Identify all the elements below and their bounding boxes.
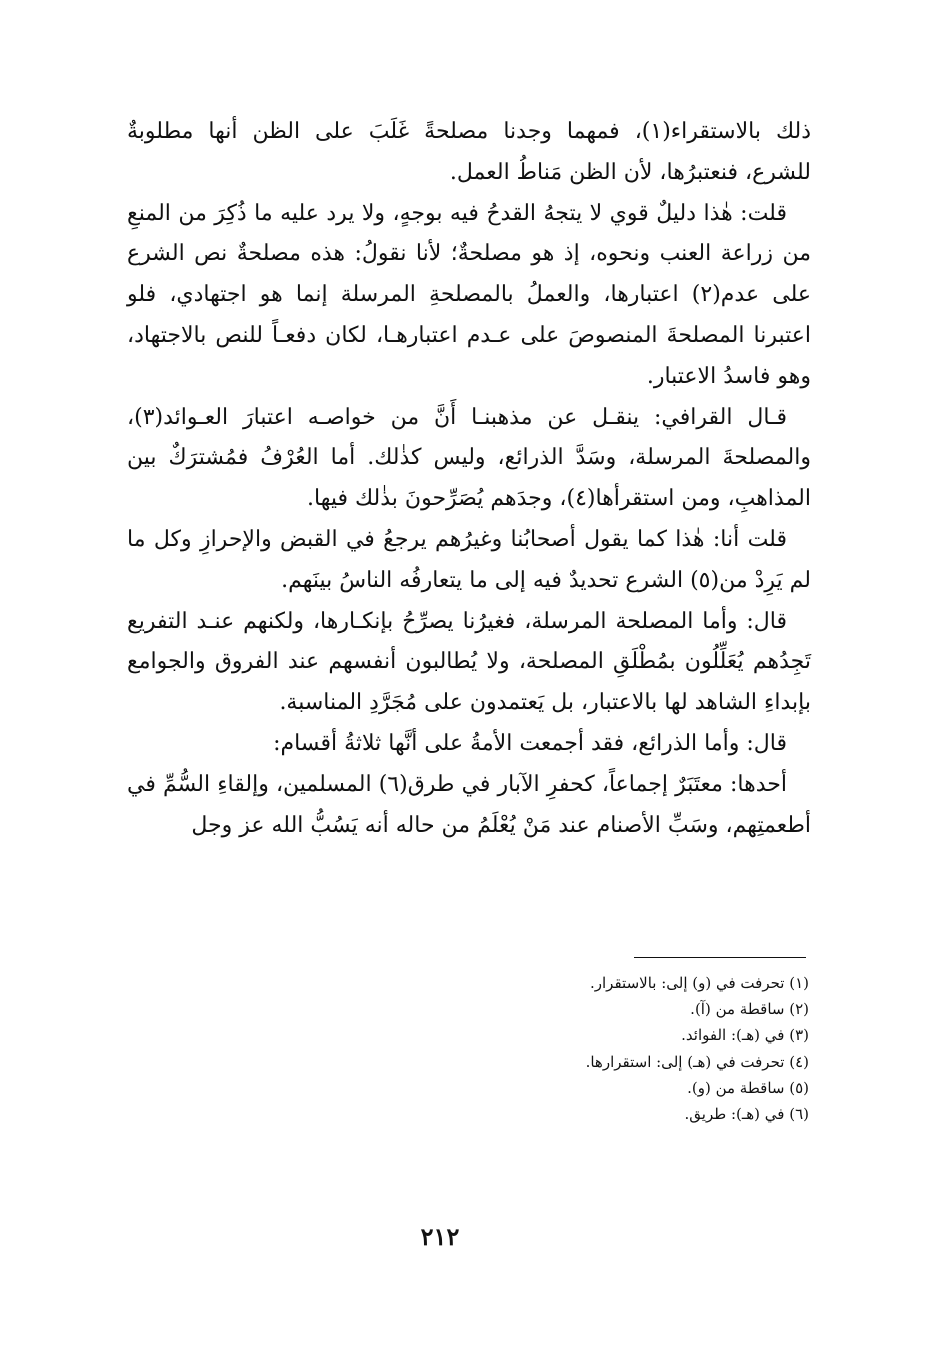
paragraph-2: قلت: هٰذا دليلٌ قوي لا يتجهُ القدحُ فيه بوجهٍ، ولا يرد عليه ما ذُكِرَ من المنعِ من زراعة العنب ونحوه، إذ هو مصلحةٌ؛ لأنا نقولُ: هذه مصلحةٌ نص الشرع على عدم(٢) اعتبارها، والعملُ بالمصلحةِ المرسلة إنما هو اجتهادي، فلو اعتبرنا المصلحةَ المنصوصَ على عـدم اعتبارهـا، لكان دفعـاً للنص بالاجتهاد، وهو فاسدُ الاعتبار. [127, 200, 811, 389]
page-number: ٢١٢ [420, 1222, 460, 1251]
paragraph-6: قال: وأما الذرائع، فقد أجمعت الأمةُ على أنَّها ثلاثةُ أقسام: [273, 730, 787, 756]
footnote-4: (٤) تحرفت في (هـ) إلى: استقرارها. [585, 1052, 809, 1071]
paragraph-7: أحدها: معتَبَرٌ إجماعاً، كحفرِ الآبار في طرق(٦) المسلمين، وإلقاءِ السُّمِّ في أطعمتِهم، وسَبِّ الأصنام عند مَنْ يُعْلَمُ من حاله أنه يَسُبُّ الله عز وجل [127, 771, 811, 838]
footnote-3: (٣) في (هـ): الفوائد. [681, 1026, 809, 1045]
paragraph-4: قلت أنا: هٰذا كما يقول أصحابُنا وغيرُهم يرجعُ في القبض والإحرازِ وكل ما لم يَرِدْ من(٥) الشرع تحديدٌ فيه إلى ما يتعارفُه الناسُ بينَهم. [127, 526, 811, 593]
footnote-2: (٢) ساقطة من (آ). [690, 1000, 809, 1019]
footnote-1: (١) تحرفت في (و) إلى: بالاستقرار. [590, 974, 809, 992]
footnote-5: (٥) ساقطة من (و). [687, 1078, 809, 1097]
main-text [127, 112, 811, 846]
footnote-6: (٦) في (هـ): طريق. [684, 1105, 809, 1124]
paragraph-5: قال: وأما المصلحة المرسلة، فغيرُنا يصرِّحُ بإنكـارها، ولكنهم عنـد التفريع تَجِدُهم يُعَلِّلُون بمُطْلَقِ المصلحة، ولا يُطالبون أنفسهم عند الفروق والجوامع بإبداءِ الشاهد لها بالاعتبار، بل يَعتمدون على مُجَرَّدِ المناسبة. [127, 608, 811, 716]
paragraph-3: قـال القرافي: ينقـل عن مذهبنـا أَنَّ من خواصـه اعتبارَ العـوائد(٣)، والمصلحةَ المرسلة، وسَدَّ الذرائع، وليس كذٰلك. أما العُرْفُ فمُشترَكٌ بين المذاهبِ، ومن استقرأها(٤)، وجدَهم يُصَرِّحونَ بذٰلك فيها. [127, 404, 811, 512]
footnote-separator [634, 957, 806, 958]
paragraph-1: ذلك بالاستقراء(١)، فمهما وجدنا مصلحةً غَلَبَ على الظن أنها مطلوبةٌ للشرع، فنعتبرُها، لأن الظن مَناطُ العمل. [127, 119, 812, 185]
footnotes [209, 970, 809, 1127]
